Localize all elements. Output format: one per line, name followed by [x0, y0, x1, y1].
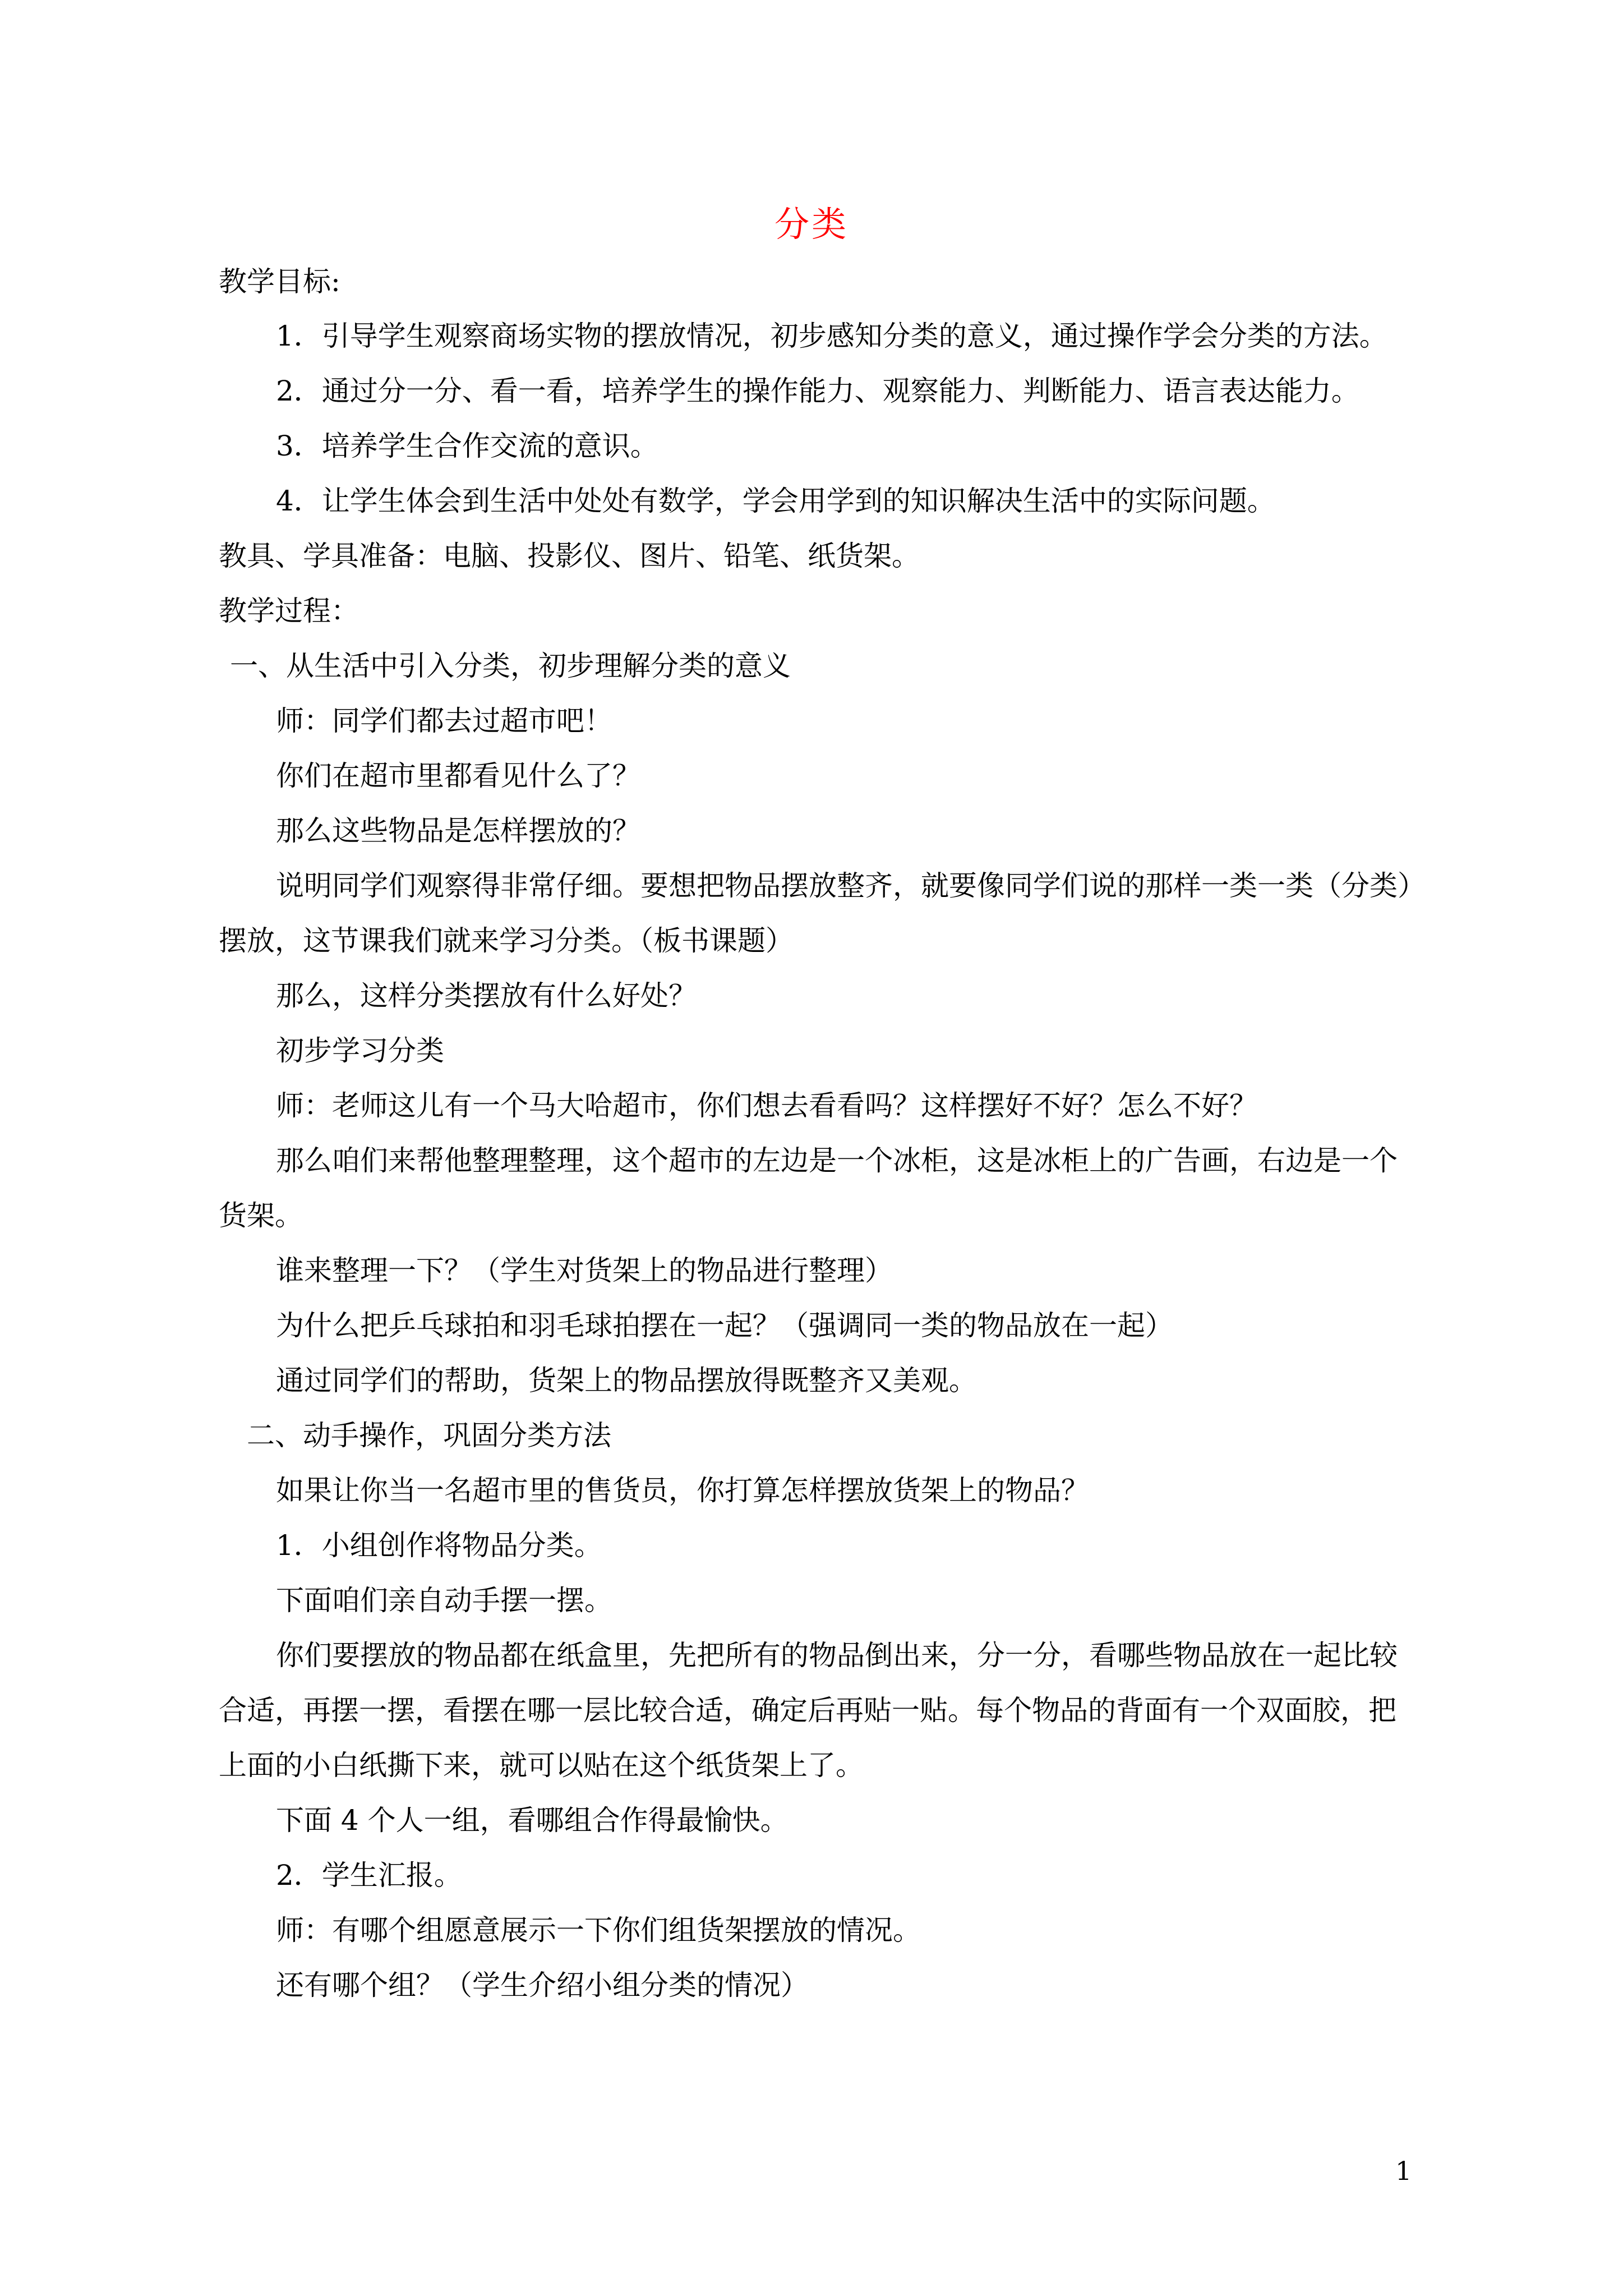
document-title: 分类	[774, 204, 849, 245]
paragraph-line: 谁来整理一下？（学生对货架上的物品进行整理）	[276, 1254, 893, 1287]
paragraph-line: 通过同学们的帮助，货架上的物品摆放得既整齐又美观。	[276, 1364, 977, 1397]
paragraph-line: 你们要摆放的物品都在纸盒里，先把所有的物品倒出来，分一分，看哪些物品放在一起比较	[276, 1639, 1398, 1672]
paragraph-line: 师：同学们都去过超市吧！	[276, 705, 612, 737]
paragraph-line: 你们在超市里都看见什么了？	[276, 760, 640, 792]
section-heading-process: 教学过程：	[219, 595, 359, 627]
section-heading-goals: 教学目标:	[219, 265, 340, 298]
paragraph-line: 说明同学们观察得非常仔细。要想把物品摆放整齐，就要像同学们说的那样一类一类（分类）	[276, 869, 1426, 902]
paragraph-line: 那么咱们来帮他整理整理，这个超市的左边是一个冰柜，这是冰柜上的广告画，右边是一个	[276, 1144, 1398, 1177]
paragraph-line: 那么，这样分类摆放有什么好处？	[276, 979, 697, 1012]
paragraph-line: 下面 4 个人一组，看哪组合作得最愉快。	[276, 1804, 789, 1837]
paragraph-line: 下面咱们亲自动手摆一摆。	[276, 1584, 612, 1617]
numbered-item-1: 1．小组创作将物品分类。	[276, 1529, 602, 1562]
paragraph-line: 还有哪个组？（学生介绍小组分类的情况）	[276, 1969, 809, 2001]
goal-item-1: 1．引导学生观察商场实物的摆放情况，初步感知分类的意义，通过操作学会分类的方法。	[276, 320, 1387, 352]
goal-item-3: 3．培养学生合作交流的意识。	[276, 430, 658, 462]
materials-line: 教具、学具准备：电脑、投影仪、图片、铅笔、纸货架。	[219, 540, 920, 572]
paragraph-line: 那么这些物品是怎样摆放的？	[276, 815, 640, 847]
paragraph-line: 摆放，这节课我们就来学习分类。（板书课题）	[219, 924, 794, 957]
page-number: 1	[1395, 2156, 1412, 2186]
goal-item-2: 2．通过分一分、看一看，培养学生的操作能力、观察能力、判断能力、语言表达能力。	[276, 375, 1359, 407]
part-heading-1: 一、从生活中引入分类，初步理解分类的意义	[230, 650, 791, 682]
paragraph-line: 合适，再摆一摆，看摆在哪一层比较合适，确定后再贴一贴。每个物品的背面有一个双面胶，把	[219, 1694, 1396, 1727]
subheading-line: 初步学习分类	[276, 1034, 444, 1067]
paragraph-line: 师：老师这儿有一个马大哈超市，你们想去看看吗？这样摆好不好？怎么不好？	[276, 1089, 1257, 1122]
paragraph-line: 为什么把乒乓球拍和羽毛球拍摆在一起？（强调同一类的物品放在一起）	[276, 1309, 1173, 1342]
numbered-item-2: 2．学生汇报。	[276, 1859, 462, 1892]
paragraph-line: 师：有哪个组愿意展示一下你们组货架摆放的情况。	[276, 1914, 921, 1947]
goal-item-4: 4．让学生体会到生活中处处有数学，学会用学到的知识解决生活中的实际问题。	[276, 485, 1275, 517]
paragraph-line: 货架。	[219, 1199, 303, 1232]
part-heading-2: 二、动手操作，巩固分类方法	[247, 1419, 611, 1452]
paragraph-line: 上面的小白纸撕下来，就可以贴在这个纸货架上了。	[219, 1749, 864, 1782]
paragraph-line: 如果让你当一名超市里的售货员，你打算怎样摆放货架上的物品？	[276, 1474, 1089, 1507]
